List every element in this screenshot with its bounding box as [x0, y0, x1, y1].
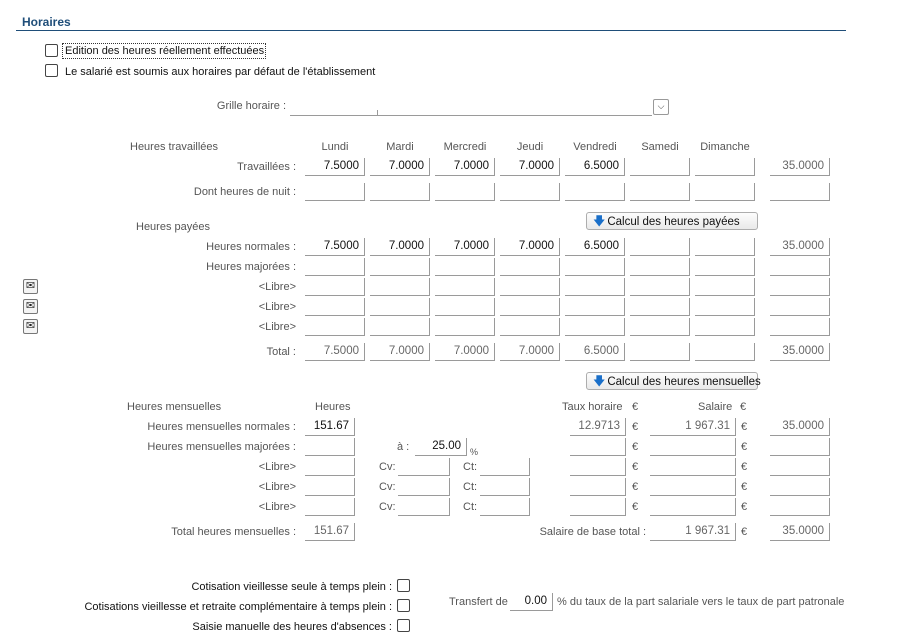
normales-vendredi-field[interactable]: 6.5000 — [565, 238, 625, 256]
libre1-vendredi-field[interactable] — [565, 278, 625, 296]
euro-symbol: € — [632, 481, 639, 493]
euro-symbol: € — [741, 421, 748, 433]
salaire-base-total-label: Salaire de base total : — [539, 526, 646, 538]
cotisations-vieillesse-retraite-label: Cotisations vieillesse et retraite complémentaire à temps plein : — [84, 601, 392, 613]
libre3-samedi-field[interactable] — [630, 318, 690, 336]
mensuelles-libre3-heures-field[interactable] — [305, 498, 355, 516]
mensuelles-libre-3-label: <Libre> — [258, 501, 296, 513]
libre3-lundi-field[interactable] — [305, 318, 365, 336]
travaillees-samedi-field[interactable] — [630, 158, 690, 176]
travaillees-mardi-field[interactable]: 7.0000 — [370, 158, 430, 176]
col-salaire-header: Salaire — [698, 401, 733, 413]
mensuelles-majorees-salaire-field[interactable] — [650, 438, 736, 456]
heures-travaillees-header: Heures travaillées — [130, 141, 219, 153]
mensuelles-libre1-total-field — [770, 458, 830, 476]
total-final-field: 35.0000 — [770, 523, 830, 541]
libre3-total-field — [770, 318, 830, 336]
total-heures-mensuelles-label: Total heures mensuelles : — [171, 526, 296, 538]
edition-heures-checkbox[interactable] — [45, 44, 58, 57]
libre2-jeudi-field[interactable] — [500, 298, 560, 316]
total-label: Total : — [266, 346, 296, 358]
cv-label: Cv: — [379, 481, 396, 493]
majorees-lundi-field[interactable] — [305, 258, 365, 276]
mensuelles-libre-2-label: <Libre> — [258, 481, 296, 493]
cv-label: Cv: — [379, 461, 396, 473]
libre1-mardi-field[interactable] — [370, 278, 430, 296]
heures-mensuelles-header: Heures mensuelles — [127, 401, 222, 413]
majorees-jeudi-field[interactable] — [500, 258, 560, 276]
normales-total-field: 35.0000 — [770, 238, 830, 256]
total-vendredi-field: 6.5000 — [565, 343, 625, 361]
normales-mercredi-field[interactable]: 7.0000 — [435, 238, 495, 256]
majorees-vendredi-field[interactable] — [565, 258, 625, 276]
grille-horaire-select[interactable] — [290, 115, 652, 116]
calcul-heures-payees-button[interactable] — [586, 212, 758, 230]
travaillees-lundi-field[interactable]: 7.5000 — [305, 158, 365, 176]
normales-lundi-field[interactable]: 7.5000 — [305, 238, 365, 256]
majorees-mardi-field[interactable] — [370, 258, 430, 276]
calcul-heures-payees-label: Calcul des heures payées — [607, 216, 740, 228]
libre3-vendredi-field[interactable] — [565, 318, 625, 336]
majorees-samedi-field[interactable] — [630, 258, 690, 276]
total-lundi-field: 7.5000 — [305, 343, 365, 361]
title-divider — [16, 30, 846, 31]
day-samedi: Samedi — [641, 141, 679, 153]
libre3-jeudi-field[interactable] — [500, 318, 560, 336]
mensuelles-libre1-salaire-field[interactable] — [650, 458, 736, 476]
nuit-lundi-field[interactable] — [305, 183, 365, 201]
transfert-suffix: % du taux de la part salariale vers le taux de part patronale — [557, 596, 845, 608]
saisie-absences-checkbox[interactable] — [397, 619, 410, 632]
mensuelles-normales-total-field: 35.0000 — [770, 418, 830, 436]
heures-payees-header: Heures payées — [136, 221, 210, 233]
a-label: à : — [397, 441, 410, 453]
nuit-samedi-field[interactable] — [630, 183, 690, 201]
majorees-mercredi-field[interactable] — [435, 258, 495, 276]
envelope-icon[interactable]: ✉ — [23, 279, 38, 294]
libre2-mardi-field[interactable] — [370, 298, 430, 316]
libre2-lundi-field[interactable] — [305, 298, 365, 316]
nuit-dimanche-field[interactable] — [695, 183, 755, 201]
euro-symbol: € — [632, 501, 639, 513]
libre1-total-field — [770, 278, 830, 296]
libre3-mardi-field[interactable] — [370, 318, 430, 336]
edition-heures-label: Edition des heures réellement effectuées — [65, 45, 265, 57]
cotisations-vieillesse-retraite-checkbox[interactable] — [397, 599, 410, 612]
day-mardi: Mardi — [386, 141, 414, 153]
libre2-total-field — [770, 298, 830, 316]
envelope-icon[interactable]: ✉ — [23, 319, 38, 334]
section-title: Horaires — [22, 15, 71, 29]
col-heures-header: Heures — [315, 401, 351, 413]
travaillees-jeudi-field[interactable]: 7.0000 — [500, 158, 560, 176]
cv-label: Cv: — [379, 501, 396, 513]
libre2-samedi-field[interactable] — [630, 298, 690, 316]
nuit-vendredi-field[interactable] — [565, 183, 625, 201]
day-dimanche: Dimanche — [700, 141, 750, 153]
libre2-mercredi-field[interactable] — [435, 298, 495, 316]
normales-jeudi-field[interactable]: 7.0000 — [500, 238, 560, 256]
mensuelles-libre3-cv-field[interactable] — [398, 498, 450, 516]
libre1-dimanche-field[interactable] — [695, 278, 755, 296]
horaires-defaut-checkbox[interactable] — [45, 64, 58, 77]
euro-symbol: € — [741, 501, 748, 513]
euro-symbol: € — [741, 461, 748, 473]
euro-symbol: € — [632, 401, 639, 413]
day-lundi: Lundi — [321, 141, 349, 153]
majoration-percent-field[interactable]: 25.00 — [415, 438, 467, 456]
day-mercredi: Mercredi — [443, 141, 487, 153]
heures-nuit-label: Dont heures de nuit : — [193, 186, 296, 198]
libre-3-label: <Libre> — [258, 321, 296, 333]
percent-symbol: % — [470, 447, 479, 457]
euro-symbol: € — [632, 421, 639, 433]
total-jeudi-field: 7.0000 — [500, 343, 560, 361]
total-heures-mensuelles-field: 151.67 — [305, 523, 355, 541]
mensuelles-normales-heures-field[interactable]: 151.67 — [305, 418, 355, 436]
euro-symbol: € — [740, 401, 747, 413]
travaillees-total-field: 35.0000 — [770, 158, 830, 176]
cotisation-vieillesse-checkbox[interactable] — [397, 579, 410, 592]
day-vendredi: Vendredi — [573, 141, 617, 153]
calcul-heures-mensuelles-label: Calcul des heures mensuelles — [607, 376, 761, 388]
euro-symbol: € — [741, 526, 748, 538]
mensuelles-libre2-salaire-field[interactable] — [650, 478, 736, 496]
travaillees-label: Travaillées : — [237, 161, 296, 173]
mensuelles-libre3-taux-field[interactable] — [570, 498, 626, 516]
calcul-heures-mensuelles-button[interactable] — [586, 372, 761, 390]
chevron-down-icon[interactable]: ⌵ — [653, 99, 669, 115]
select-separator — [377, 110, 378, 115]
libre1-samedi-field[interactable] — [630, 278, 690, 296]
mensuelles-libre3-ct-field[interactable] — [480, 498, 530, 516]
total-total-field: 35.0000 — [770, 343, 830, 361]
mensuelles-majorees-taux-field[interactable] — [570, 438, 626, 456]
libre3-mercredi-field[interactable] — [435, 318, 495, 336]
libre-1-label: <Libre> — [258, 281, 296, 293]
mensuelles-libre2-cv-field[interactable] — [398, 478, 450, 496]
euro-symbol: € — [741, 481, 748, 493]
mensuelles-normales-salaire-field: 1 967.31 — [650, 418, 736, 436]
mensuelles-libre1-ct-field[interactable] — [480, 458, 530, 476]
transfert-label: Transfert de — [449, 596, 508, 608]
mensuelles-libre-1-label: <Libre> — [258, 461, 296, 473]
libre1-lundi-field[interactable] — [305, 278, 365, 296]
arrow-down-icon: 🡇 — [593, 374, 606, 388]
mensuelles-normales-taux-field: 12.9713 — [570, 418, 626, 436]
nuit-mercredi-field[interactable] — [435, 183, 495, 201]
day-jeudi: Jeudi — [516, 141, 544, 153]
arrow-down-icon: 🡇 — [593, 214, 606, 228]
libre2-vendredi-field[interactable] — [565, 298, 625, 316]
nuit-mardi-field[interactable] — [370, 183, 430, 201]
libre3-dimanche-field[interactable] — [695, 318, 755, 336]
mensuelles-libre1-cv-field[interactable] — [398, 458, 450, 476]
mensuelles-libre2-total-field — [770, 478, 830, 496]
mensuelles-majorees-total-field — [770, 438, 830, 456]
libre1-jeudi-field[interactable] — [500, 278, 560, 296]
saisie-absences-label: Saisie manuelle des heures d'absences : — [192, 621, 392, 633]
total-dimanche-field — [695, 343, 755, 361]
ct-label: Ct: — [463, 481, 478, 493]
travaillees-mercredi-field[interactable]: 7.0000 — [435, 158, 495, 176]
mensuelles-majorees-heures-field[interactable] — [305, 438, 355, 456]
horaires-defaut-label: Le salarié est soumis aux horaires par défaut de l'établissement — [65, 66, 376, 78]
salaire-base-total-field: 1 967.31 — [650, 523, 736, 541]
libre-2-label: <Libre> — [258, 301, 296, 313]
mensuelles-normales-label: Heures mensuelles normales : — [147, 421, 296, 433]
envelope-icon[interactable]: ✉ — [23, 299, 38, 314]
heures-normales-label: Heures normales : — [206, 241, 296, 253]
nuit-jeudi-field[interactable] — [500, 183, 560, 201]
col-taux-header: Taux horaire — [562, 401, 623, 413]
majorees-dimanche-field[interactable] — [695, 258, 755, 276]
total-mardi-field: 7.0000 — [370, 343, 430, 361]
euro-symbol: € — [741, 441, 748, 453]
euro-symbol: € — [632, 441, 639, 453]
majorees-total-field — [770, 258, 830, 276]
mensuelles-libre2-taux-field[interactable] — [570, 478, 626, 496]
transfert-field[interactable]: 0.00 — [510, 593, 553, 611]
mensuelles-majorees-label: Heures mensuelles majorées : — [147, 441, 296, 453]
travaillees-vendredi-field[interactable]: 6.5000 — [565, 158, 625, 176]
normales-dimanche-field[interactable] — [695, 238, 755, 256]
libre1-mercredi-field[interactable] — [435, 278, 495, 296]
travaillees-dimanche-field[interactable] — [695, 158, 755, 176]
mensuelles-libre1-heures-field[interactable] — [305, 458, 355, 476]
libre2-dimanche-field[interactable] — [695, 298, 755, 316]
mensuelles-libre2-heures-field[interactable] — [305, 478, 355, 496]
mensuelles-libre3-salaire-field[interactable] — [650, 498, 736, 516]
normales-mardi-field[interactable]: 7.0000 — [370, 238, 430, 256]
nuit-total-field — [770, 183, 830, 201]
mensuelles-libre3-total-field — [770, 498, 830, 516]
total-mercredi-field: 7.0000 — [435, 343, 495, 361]
ct-label: Ct: — [463, 501, 478, 513]
cotisation-vieillesse-label: Cotisation vieillesse seule à temps plein : — [191, 581, 392, 593]
mensuelles-libre1-taux-field[interactable] — [570, 458, 626, 476]
mensuelles-libre2-ct-field[interactable] — [480, 478, 530, 496]
euro-symbol: € — [632, 461, 639, 473]
grille-horaire-label: Grille horaire : — [216, 100, 286, 112]
ct-label: Ct: — [463, 461, 478, 473]
heures-majorees-label: Heures majorées : — [206, 261, 296, 273]
total-samedi-field — [630, 343, 690, 361]
normales-samedi-field[interactable] — [630, 238, 690, 256]
